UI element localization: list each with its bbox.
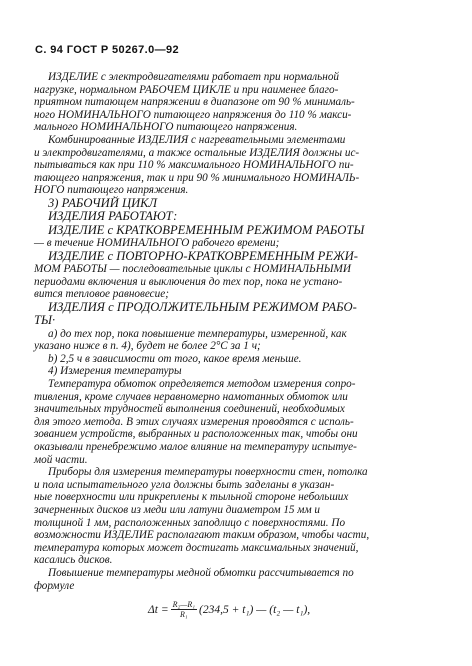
- text-line: ИЗДЕЛИЕ с КРАТКОВРЕМЕННЫМ РЕЖИМОМ РАБОТЫ: [48, 222, 365, 237]
- text-line: пытываться как при 110 % максимального НОМИНАЛЬНОГО пи-: [34, 159, 354, 172]
- text-line: касались дисков.: [34, 554, 113, 567]
- text-line: ИЗДЕЛИЕ с электродвигателями работает при нормальной: [48, 71, 340, 83]
- text-line: Комбинированные ИЗДЕЛИЯ с нагревательными элементами: [48, 133, 346, 146]
- text-line: тающего напряжения, так и при 90 % минимального НОМИНАЛЬ-: [34, 171, 360, 184]
- formula-fraction: [171, 600, 197, 619]
- text-line: b) 2,5 ч в зависимости от того, какое время меньше.: [48, 352, 302, 365]
- text-line: 4) Измерения температуры: [48, 365, 182, 378]
- text-line: мой части.: [34, 453, 88, 466]
- text-line: ные поверхности или прикреплены к тыльной стороне небольших: [34, 491, 349, 504]
- text-line: мального НОМИНАЛЬНОГО питающего напряжения.: [34, 121, 298, 134]
- text-line: Повышение температуры медной обмотки рассчитывается по: [48, 566, 354, 579]
- text-line: ИЗДЕЛИЯ РАБОТАЮТ:: [48, 209, 178, 224]
- temperature-formula: [148, 600, 310, 619]
- text-line: ИЗДЕЛИЕ с ПОВТОРНО-КРАТКОВРЕМЕННЫМ РЕЖИ-: [48, 248, 358, 263]
- text-line: 3) РАБОЧИЙ ЦИКЛ: [48, 195, 158, 210]
- text-line: вится тепловое равновесие;: [34, 288, 169, 301]
- text-line: указано ниже в п. 4), будет не более 2°С за 1 ч;: [34, 340, 261, 353]
- text-line: периодами включения и выключения до тех пор, пока не устано-: [34, 275, 343, 288]
- text-line: тивления, кроме случаев неравномерно намотанных обмоток или: [34, 390, 348, 403]
- text-line: НОГО питающего напряжения.: [34, 184, 189, 197]
- text-line: и пола испытательного угла должны быть заделаны в указан-: [34, 478, 335, 491]
- text-line: ИЗДЕЛИЯ с ПРОДОЛЖИТЕЛЬНЫМ РЕЖИМОМ РАБО-: [48, 299, 357, 314]
- text-line: нагрузке, нормальном РАБОЧЕМ ЦИКЛЕ и при наименее благо-: [34, 83, 339, 96]
- text-line: Температура обмоток определяется методом измерения сопро-: [48, 378, 356, 391]
- text-line: — в течение НОМИНАЛЬНОГО рабочего времени;: [34, 237, 280, 250]
- text-line: оказывали пренебрежимо малое влияние на температуру испытуе-: [34, 441, 357, 453]
- text-line: возможности ИЗДЕЛИЕ располагают таким образом, чтобы части,: [34, 529, 370, 542]
- text-line: а) до тех пор, пока повышение температуры, измеренной, как: [48, 327, 347, 340]
- text-line: значительных трудностей выполнения соединений, необходимых: [34, 403, 345, 416]
- text-line: формуле: [34, 579, 75, 592]
- text-line: зачерненных дисков из меди или латуни диаметром 15 мм и: [34, 503, 320, 516]
- text-line: для этого метода. В этих случаях измерения проводятся с исполь-: [34, 415, 354, 428]
- text-line: зованием устройств, выбранных и расположенных так, чтобы они: [34, 428, 358, 441]
- page-header: С. 94 ГОСТ Р 50267.0—92: [35, 44, 180, 56]
- text-line: температура которых может достигать максимальных значений,: [34, 541, 359, 554]
- text-line: Приборы для измерения температуры поверхности стен, потолка: [48, 466, 368, 479]
- text-line: ТЫ·: [34, 313, 56, 328]
- text-line: приятном питающем напряжении в диапазоне от 90 % минималь-: [34, 96, 355, 109]
- document-body: [34, 71, 434, 592]
- text-line: ного НОМИНАЛЬНОГО питающего напряжения до 110 % макси-: [34, 108, 352, 121]
- text-line: МОМ РАБОТЫ — последовательные циклы с НОМИНАЛЬНЫМИ: [34, 263, 351, 276]
- text-line: и электродвигателями, а также остальные ИЗДЕЛИЯ должны ис-: [34, 146, 360, 159]
- formula-numerator: R₂—R₁: [172, 600, 196, 609]
- text-line: толщиной 1 мм, расположенных заподлицо с поверхностями. По: [34, 516, 346, 529]
- formula-denominator: R₁: [179, 610, 188, 619]
- formula-lhs: Δt =: [148, 603, 169, 616]
- formula-rhs: (234,5 + t₁) — (t₂ — t₁),: [199, 603, 311, 616]
